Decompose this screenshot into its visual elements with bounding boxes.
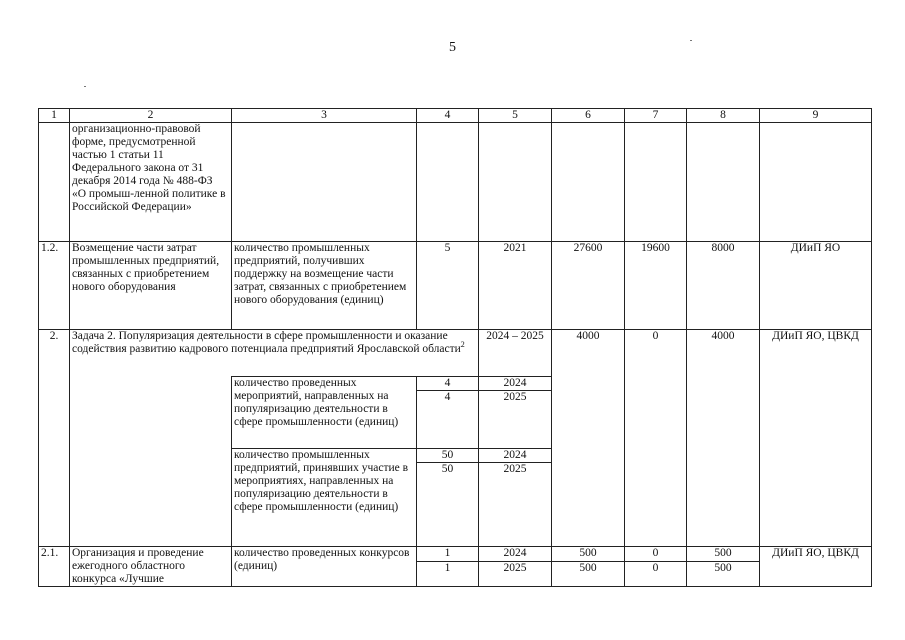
total-cell: 500 [552,547,625,562]
total-cell: 27600 [552,242,625,330]
scan-speck [84,86,86,87]
page-number: 5 [449,40,456,55]
name-cell: организационно-правовой форме, предусмотренной частью 1 статьи 11 Федерального закона от 31 декабря 2014 года № 488-ФЗ «О промыш-ленной политике в Российской Федерации» [70,123,232,242]
value-cell: 4 [417,377,479,391]
row-number-cell: 1.2. [39,242,70,330]
year-cell: 2024 [479,377,552,391]
col8-cell: 8000 [687,242,760,330]
total-cell [552,123,625,242]
value-cell: 50 [417,449,479,463]
year-cell: 2021 [479,242,552,330]
header-cell: 5 [479,109,552,123]
col8-cell: 4000 [687,330,760,547]
row-number-cell: 2.1. [39,547,70,587]
col7-cell [625,123,687,242]
value-cell: 1 [417,547,479,562]
executor-cell: ДИиП ЯО [760,242,872,330]
value-cell: 50 [417,463,479,547]
table-row [39,242,872,330]
year-cell: 2025 [479,463,552,547]
year-cell: 2024 – 2025 [479,330,552,377]
value-cell [417,123,479,242]
col8-cell: 500 [687,547,760,562]
executor-cell: ДИиП ЯО, ЦВКД [760,330,872,547]
year-cell [479,123,552,242]
name-cell [70,377,232,547]
total-cell: 500 [552,562,625,587]
indicator-cell: количество промышленных предприятий, получивших поддержку на возмещение части затрат, связанных с приобретением нового оборудования (единиц) [232,242,417,330]
executor-cell: ДИиП ЯО, ЦВКД [760,547,872,587]
header-cell: 9 [760,109,872,123]
row-number-cell [39,123,70,242]
scan-speck [690,40,692,41]
footnote-mark: 2 [460,340,465,350]
year-cell: 2024 [479,449,552,463]
header-cell: 6 [552,109,625,123]
col7-cell: 0 [625,562,687,587]
indicator-cell: количество проведенных конкурсов (единиц) [232,547,417,587]
executor-cell [760,123,872,242]
table-row [39,330,872,377]
indicator-cell: количество проведенных мероприятий, направленных на популяризацию деятельности в сфере промышленности (единиц) [232,377,417,449]
table-row [39,547,872,562]
header-cell: 1 [39,109,70,123]
header-cell: 3 [232,109,417,123]
header-cell: 7 [625,109,687,123]
total-cell: 4000 [552,330,625,547]
task-text: Задача 2. Популяризация деятельности в сфере промышленности и оказание содействия развитию кадрового потенциала предприятий Ярославской области [72,330,461,355]
year-cell: 2024 [479,547,552,562]
col7-cell: 19600 [625,242,687,330]
year-cell: 2025 [479,562,552,587]
plan-table [38,108,872,587]
indicator-cell [232,123,417,242]
task-cell [70,330,479,377]
name-cell: Возмещение части затрат промышленных предприятий, связанных с приобретением нового оборудования [70,242,232,330]
header-cell: 8 [687,109,760,123]
header-row [39,109,872,123]
year-cell: 2025 [479,391,552,449]
indicator-cell: количество промышленных предприятий, принявших участие в мероприятиях, направленных на популяризацию деятельности в сфере промышленности (единиц) [232,449,417,547]
col8-cell [687,123,760,242]
col7-cell: 0 [625,547,687,562]
header-cell: 2 [70,109,232,123]
table-row [39,123,872,242]
value-cell: 1 [417,562,479,587]
name-cell: Организация и проведение ежегодного областного конкурса «Лучшие [70,547,232,587]
value-cell: 4 [417,391,479,449]
row-number-cell: 2. [39,330,70,547]
col8-cell: 500 [687,562,760,587]
header-cell: 4 [417,109,479,123]
col7-cell: 0 [625,330,687,547]
value-cell: 5 [417,242,479,330]
